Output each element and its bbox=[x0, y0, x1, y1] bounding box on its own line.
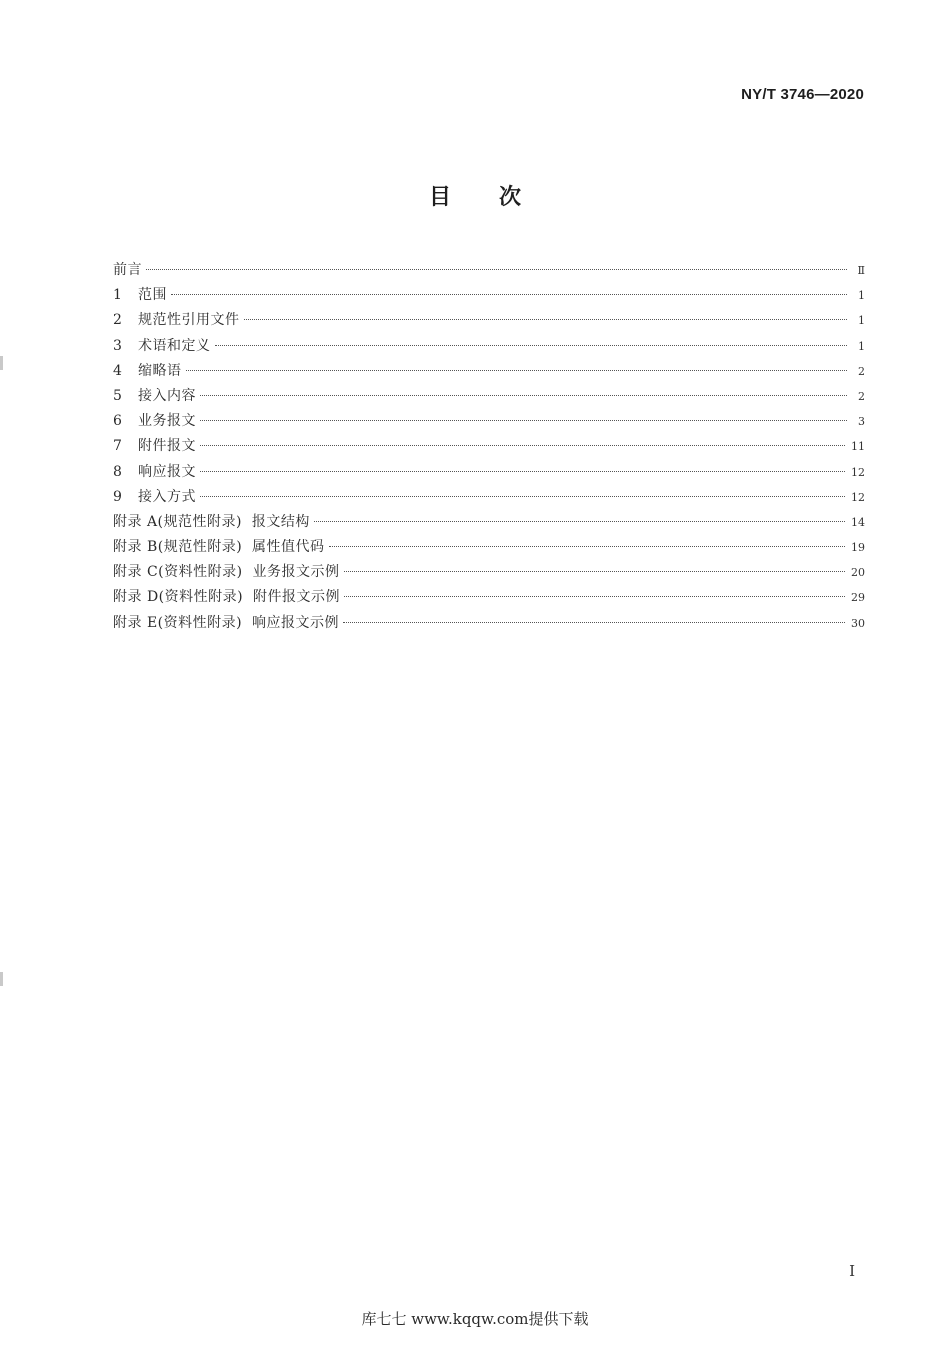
scan-artifact bbox=[0, 356, 3, 370]
toc-entry-appendix-e[interactable] bbox=[113, 611, 865, 636]
toc-label: 接入方式 bbox=[138, 488, 196, 505]
toc-page: 3 bbox=[858, 415, 865, 429]
toc-leader bbox=[344, 596, 845, 597]
toc-number: 3 bbox=[113, 337, 122, 354]
toc-entry-appendix-a[interactable] bbox=[113, 510, 865, 535]
toc-page: 14 bbox=[851, 515, 865, 529]
toc-entry-5[interactable] bbox=[113, 384, 865, 409]
toc-entry-9[interactable] bbox=[113, 485, 865, 510]
toc-entry-3[interactable] bbox=[113, 334, 865, 359]
toc-entry-8[interactable] bbox=[113, 460, 865, 485]
toc-label: 业务报文 bbox=[138, 413, 196, 430]
toc-number: 9 bbox=[113, 488, 122, 505]
toc-leader bbox=[186, 370, 848, 371]
scan-artifact bbox=[0, 972, 3, 986]
toc-entry-4[interactable] bbox=[113, 359, 865, 384]
toc-page: 12 bbox=[851, 465, 865, 479]
table-of-contents bbox=[113, 258, 865, 636]
toc-label: 附录 C(资料性附录) 业务报文示例 bbox=[113, 564, 340, 581]
toc-page: 29 bbox=[851, 591, 865, 605]
toc-label: 术语和定义 bbox=[138, 337, 211, 354]
toc-label: 缩略语 bbox=[138, 362, 182, 379]
toc-label: 前言 bbox=[113, 262, 142, 278]
toc-label: 范围 bbox=[138, 287, 167, 304]
standard-code: NY/T 3746—2020 bbox=[741, 86, 864, 103]
toc-page: Ⅱ bbox=[857, 264, 865, 277]
toc-leader bbox=[171, 294, 847, 295]
toc-number: 6 bbox=[113, 413, 122, 430]
toc-entry-appendix-c[interactable] bbox=[113, 560, 865, 585]
toc-leader bbox=[146, 269, 847, 270]
toc-label: 规范性引用文件 bbox=[138, 312, 240, 329]
toc-leader bbox=[244, 319, 848, 320]
toc-leader bbox=[200, 445, 845, 446]
toc-leader bbox=[314, 521, 845, 522]
toc-leader bbox=[200, 471, 845, 472]
toc-leader bbox=[329, 546, 845, 547]
toc-entry-appendix-b[interactable] bbox=[113, 535, 865, 560]
toc-entry-appendix-d[interactable] bbox=[113, 585, 865, 610]
toc-label: 附录 A(规范性附录) 报文结构 bbox=[113, 513, 310, 530]
toc-number: 5 bbox=[113, 387, 122, 404]
toc-leader bbox=[200, 420, 847, 421]
toc-page: 20 bbox=[851, 566, 865, 580]
toc-entry-2[interactable] bbox=[113, 308, 865, 333]
toc-label: 附件报文 bbox=[138, 438, 196, 455]
toc-page: 1 bbox=[858, 314, 865, 328]
toc-label: 附录 B(规范性附录) 属性值代码 bbox=[113, 539, 325, 556]
toc-page: 19 bbox=[851, 541, 865, 555]
page-title: 目次 bbox=[428, 185, 569, 210]
toc-number: 1 bbox=[113, 287, 122, 304]
page-number: I bbox=[849, 1262, 855, 1280]
toc-leader bbox=[200, 496, 845, 497]
toc-number: 7 bbox=[113, 438, 122, 455]
toc-entry-7[interactable] bbox=[113, 434, 865, 459]
toc-leader bbox=[200, 395, 847, 396]
toc-label: 响应报文 bbox=[138, 463, 196, 480]
toc-number: 8 bbox=[113, 463, 122, 480]
toc-label: 附录 E(资料性附录) 响应报文示例 bbox=[113, 614, 339, 631]
toc-page: 12 bbox=[851, 490, 865, 504]
toc-page: 2 bbox=[858, 389, 865, 403]
toc-page: 2 bbox=[858, 364, 865, 378]
download-footer: 库七七 www.kqqw.com提供下载 bbox=[361, 1310, 589, 1328]
toc-label: 接入内容 bbox=[138, 387, 196, 404]
toc-label: 附录 D(资料性附录) 附件报文示例 bbox=[113, 589, 340, 606]
toc-page: 30 bbox=[851, 616, 865, 630]
toc-leader bbox=[215, 345, 848, 346]
toc-page: 1 bbox=[858, 339, 865, 353]
toc-entry-foreword[interactable] bbox=[113, 258, 865, 283]
toc-number: 2 bbox=[113, 312, 122, 329]
toc-entry-1[interactable] bbox=[113, 283, 865, 308]
toc-page: 1 bbox=[858, 289, 865, 303]
toc-leader bbox=[344, 571, 846, 572]
toc-page: 11 bbox=[851, 440, 865, 454]
toc-entry-6[interactable] bbox=[113, 409, 865, 434]
toc-number: 4 bbox=[113, 362, 122, 379]
toc-leader bbox=[343, 622, 845, 623]
